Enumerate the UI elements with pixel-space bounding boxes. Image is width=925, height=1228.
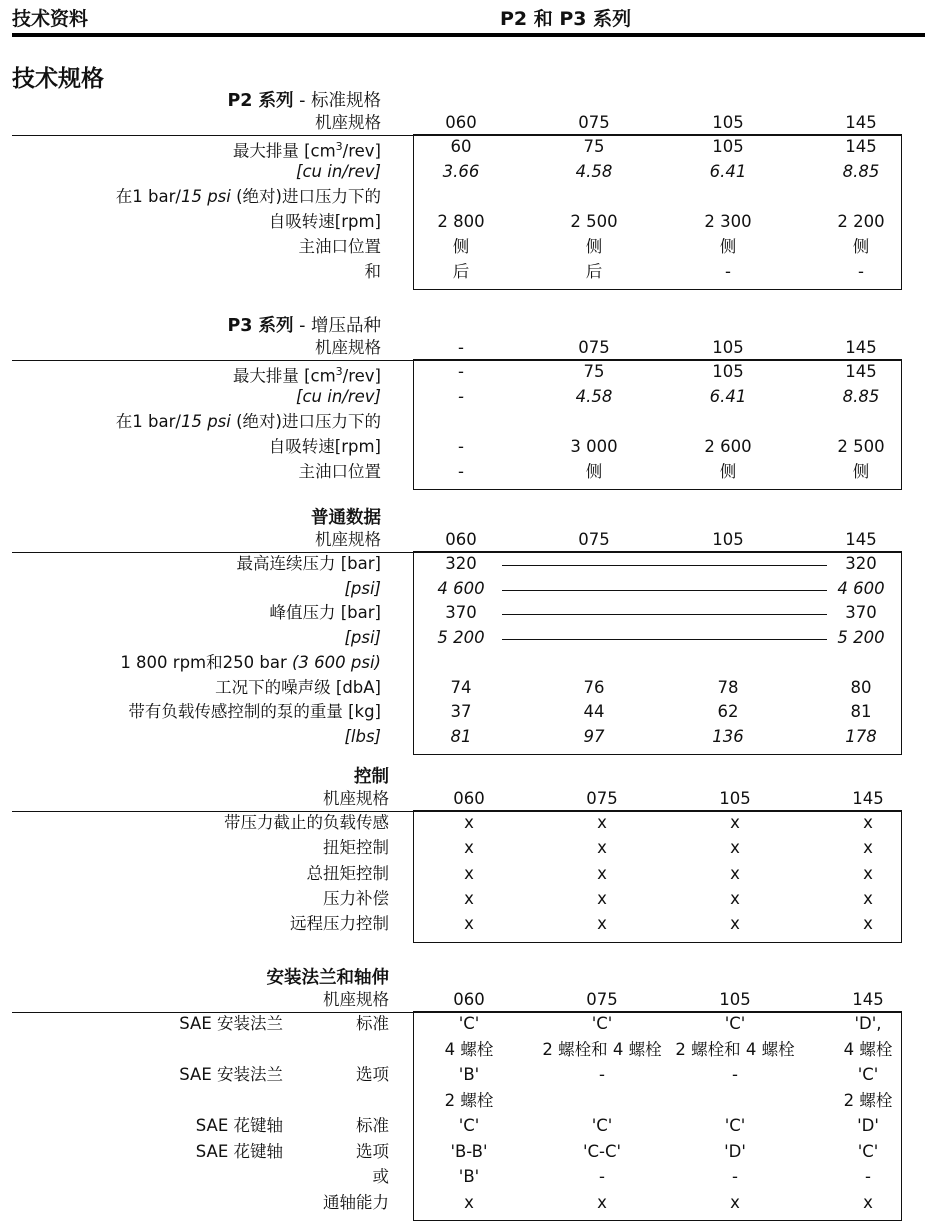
mounting-row-cell: 'C' <box>458 1116 480 1135</box>
general-range-line <box>502 565 827 566</box>
general-row-cell: 80 <box>850 677 872 697</box>
controls-row-cell: x <box>730 888 740 908</box>
mounting-row-cell: 'C' <box>591 1014 613 1033</box>
mounting-row-cell: x <box>730 1192 740 1212</box>
p2-row-label: 自吸转速[rpm] <box>268 212 381 231</box>
general-row-cell: 5 200 <box>437 628 485 648</box>
mounting-row-label: SAE 安装法兰 <box>179 1065 283 1084</box>
p2-row-cell: - <box>858 262 864 281</box>
p3-row-cell: 3 000 <box>570 437 618 456</box>
p2-row-cell: 侧 <box>719 237 737 256</box>
p3-row-label: 最大排量 $[cm^3/rev]$ <box>232 365 381 386</box>
mounting-row-cell: 'D' <box>857 1116 879 1135</box>
mounting-row-cell: 2 螺栓 <box>843 1090 893 1110</box>
header-rule <box>12 33 925 37</box>
general-row-cell: 5 200 <box>837 628 885 648</box>
p3-row-cell: - <box>458 437 464 456</box>
mounting-row-cell: 2 螺栓 <box>444 1090 494 1110</box>
mounting-row-sublabel: 标准 <box>356 1116 389 1135</box>
general-row-cell: 4 600 <box>437 578 485 598</box>
mounting-row-cell: 'C' <box>724 1014 746 1033</box>
controls-row-cell: x <box>730 838 740 858</box>
p3-frame-size-cell: 145 <box>845 338 877 357</box>
controls-row-cell: x <box>464 863 474 883</box>
general-frame-size-cell: 145 <box>845 530 877 549</box>
general-row-cell: 320 <box>445 554 477 573</box>
mounting-frame-size-cell: 105 <box>719 990 751 1009</box>
general-row-cell: 370 <box>845 603 877 623</box>
p2-row-cell: - <box>725 262 731 281</box>
p2-row-label: [cu in/rev] <box>296 162 381 181</box>
p2-row-cell: 2 800 <box>437 212 485 231</box>
mounting-row-cell: x <box>863 1192 873 1212</box>
general-row-cell: 370 <box>445 603 477 623</box>
p3-frame-size-cell: 105 <box>712 338 744 357</box>
mounting-row-cell: 'B-B' <box>450 1141 488 1161</box>
general-frame-size-cell: 060 <box>445 530 477 549</box>
controls-row-cell: x <box>597 863 607 883</box>
p3-row-label: 主油口位置 <box>298 462 381 481</box>
mounting-row-cell: - <box>732 1065 738 1084</box>
p2-row-cell: 105 <box>712 137 744 156</box>
general-range-line <box>502 614 827 615</box>
p3-frame-size-cell: 075 <box>578 338 610 357</box>
general-row-label: [lbs] <box>344 726 381 746</box>
general-frame-size-label: 机座规格 <box>315 530 381 549</box>
p2-frame-size-cell: 105 <box>712 113 744 132</box>
general-row-cell: 37 <box>450 702 472 722</box>
mounting-frame-size-cell: 145 <box>852 990 884 1009</box>
mounting-row-cell: - <box>865 1167 871 1186</box>
general-row-cell: 76 <box>583 677 605 697</box>
p2-row-cell: 后 <box>452 262 470 281</box>
mounting-row-sublabel: 标准 <box>356 1014 389 1033</box>
header-series: P2 和 P3 系列 <box>500 8 632 30</box>
p3-row-cell: 侧 <box>719 462 737 481</box>
p2-row-label: 主油口位置 <box>298 237 381 256</box>
general-row-label: 工况下的噪声级 [dbA] <box>215 677 381 697</box>
controls-row-label: 带压力截止的负载传感 <box>224 813 389 832</box>
controls-row-cell: x <box>730 863 740 883</box>
general-row-cell: 74 <box>450 677 472 697</box>
mounting-row-cell: 'B' <box>458 1167 480 1186</box>
mounting-row-sublabel: 通轴能力 <box>323 1192 389 1212</box>
general-row-cell: 81 <box>450 726 472 746</box>
p2-row-cell: 侧 <box>852 237 870 256</box>
mounting-row-cell: 'C-C' <box>582 1141 622 1161</box>
p2-row-cell: 侧 <box>452 237 470 256</box>
mounting-row-cell: 'B' <box>458 1065 480 1084</box>
p3-row-cell: - <box>458 462 464 481</box>
p3-row-cell: 145 <box>845 362 877 381</box>
p2-row-cell: 后 <box>585 262 603 281</box>
controls-row-cell: x <box>464 914 474 934</box>
mounting-row-cell: x <box>464 1192 474 1212</box>
general-row-cell: 136 <box>712 726 744 746</box>
controls-row-cell: x <box>464 838 474 858</box>
p3-row-cell: 105 <box>712 362 744 381</box>
p3-row-cell: 侧 <box>585 462 603 481</box>
controls-row-label: 扭矩控制 <box>323 838 389 858</box>
mounting-row-cell: 'D' <box>724 1141 746 1161</box>
general-row-cell: 44 <box>583 702 605 722</box>
controls-heading: 控制 <box>354 767 389 787</box>
mounting-row-cell: - <box>732 1167 738 1186</box>
mounting-row-cell: x <box>597 1192 607 1212</box>
controls-frame-size-cell: 145 <box>852 789 884 808</box>
p2-frame-size-cell: 145 <box>845 113 877 132</box>
p3-row-cell: 75 <box>583 362 605 381</box>
p2-row-cell: 60 <box>450 137 472 156</box>
mounting-row-cell: 'D', <box>854 1014 882 1033</box>
mounting-row-cell: 'C' <box>458 1014 480 1033</box>
controls-row-cell: x <box>597 813 607 832</box>
p2-row-cell: 4.58 <box>575 162 613 181</box>
page-title: 技术规格 <box>12 66 104 92</box>
mounting-row-sublabel: 选项 <box>356 1141 389 1161</box>
p3-row-cell: 8.85 <box>842 387 880 406</box>
mounting-frame-size-label: 机座规格 <box>323 990 389 1009</box>
p3-row-label: [cu in/rev] <box>296 387 381 406</box>
general-row-cell: 62 <box>717 702 739 722</box>
mounting-row-cell: 4 螺栓 <box>843 1039 893 1059</box>
mounting-row-cell: - <box>599 1167 605 1186</box>
p3-row-label: 自吸转速[rpm] <box>268 437 381 456</box>
controls-row-cell: x <box>597 914 607 934</box>
general-row-cell: 178 <box>845 726 877 746</box>
controls-row-cell: x <box>730 914 740 934</box>
p2-row-label: 在1 bar/15 psi (绝对)进口压力下的 <box>115 187 381 206</box>
controls-row-cell: x <box>863 888 873 908</box>
p3-row-cell: - <box>458 387 464 406</box>
mounting-row-cell: 'C' <box>591 1116 613 1135</box>
mounting-frame-size-cell: 075 <box>586 990 618 1009</box>
controls-row-cell: x <box>730 813 740 832</box>
mounting-row-cell: 'C' <box>724 1116 746 1135</box>
controls-row-cell: x <box>863 838 873 858</box>
general-row-cell: 320 <box>845 554 877 573</box>
general-frame-size-cell: 075 <box>578 530 610 549</box>
p3-row-cell: - <box>458 362 464 381</box>
p3-row-cell: 4.58 <box>575 387 613 406</box>
p2-heading: P2 系列 - 标准规格 <box>227 91 381 111</box>
p3-row-cell: 2 600 <box>704 437 752 456</box>
p2-row-cell: 2 300 <box>704 212 752 231</box>
p2-row-cell: 3.66 <box>442 162 480 181</box>
p2-row-label: 和 <box>364 262 381 281</box>
general-row-label: 最高连续压力 [bar] <box>236 554 381 573</box>
general-row-label: [psi] <box>344 578 381 598</box>
general-frame-size-cell: 105 <box>712 530 744 549</box>
p2-row-cell: 侧 <box>585 237 603 256</box>
p2-row-cell: 2 200 <box>837 212 885 231</box>
mounting-row-sublabel: 或 <box>372 1167 389 1186</box>
general-row-label: [psi] <box>344 628 381 648</box>
mounting-row-label: SAE 花键轴 <box>195 1116 283 1135</box>
mounting-heading: 安装法兰和轴伸 <box>266 968 389 988</box>
mounting-row-cell: - <box>599 1065 605 1084</box>
p3-row-label: 在1 bar/15 psi (绝对)进口压力下的 <box>115 412 381 431</box>
mounting-row-sublabel: 选项 <box>356 1065 389 1084</box>
p2-frame-size-cell: 075 <box>578 113 610 132</box>
controls-row-cell: x <box>863 914 873 934</box>
controls-row-cell: x <box>464 813 474 832</box>
mounting-row-cell: 2 螺栓和 4 螺栓 <box>675 1039 795 1059</box>
p3-row-cell: 2 500 <box>837 437 885 456</box>
general-row-label: 峰值压力 [bar] <box>269 603 381 623</box>
controls-frame-size-label: 机座规格 <box>323 789 389 808</box>
controls-row-label: 压力补偿 <box>323 888 389 908</box>
controls-row-cell: x <box>597 838 607 858</box>
controls-row-label: 总扭矩控制 <box>306 863 389 883</box>
controls-row-label: 远程压力控制 <box>290 914 389 934</box>
mounting-row-cell: 4 螺栓 <box>444 1039 494 1059</box>
controls-row-cell: x <box>597 888 607 908</box>
general-row-cell: 97 <box>583 726 605 746</box>
mounting-row-label: SAE 安装法兰 <box>179 1014 283 1033</box>
p3-row-cell: 侧 <box>852 462 870 481</box>
p2-row-cell: 2 500 <box>570 212 618 231</box>
general-row-cell: 78 <box>717 677 739 697</box>
p2-frame-size-label: 机座规格 <box>315 113 381 132</box>
mounting-row-label: SAE 花键轴 <box>195 1141 283 1161</box>
general-row-cell: 4 600 <box>837 578 885 598</box>
general-row-label: 1 800 rpm和250 bar (3 600 psi) <box>120 652 381 672</box>
controls-frame-size-cell: 105 <box>719 789 751 808</box>
p2-row-cell: 145 <box>845 137 877 156</box>
controls-row-cell: x <box>464 888 474 908</box>
general-range-line <box>502 590 827 591</box>
controls-frame-size-cell: 075 <box>586 789 618 808</box>
general-heading: 普通数据 <box>311 508 381 528</box>
mounting-row-cell: 'C' <box>857 1141 879 1161</box>
controls-frame-size-cell: 060 <box>453 789 485 808</box>
p3-frame-size-label: 机座规格 <box>315 338 381 357</box>
controls-row-cell: x <box>863 863 873 883</box>
p3-heading: P3 系列 - 增压品种 <box>227 316 381 336</box>
p2-row-cell: 8.85 <box>842 162 880 181</box>
controls-row-cell: x <box>863 813 873 832</box>
general-range-line <box>502 639 827 640</box>
mounting-row-cell: 'C' <box>857 1065 879 1084</box>
general-row-label: 带有负载传感控制的泵的重量 [kg] <box>128 702 381 722</box>
p2-row-cell: 75 <box>583 137 605 156</box>
mounting-frame-size-cell: 060 <box>453 990 485 1009</box>
p2-frame-size-cell: 060 <box>445 113 477 132</box>
p3-row-cell: 6.41 <box>709 387 747 406</box>
general-row-cell: 81 <box>850 702 872 722</box>
p2-row-label: 最大排量 $[cm^3/rev]$ <box>232 140 381 161</box>
mounting-row-cell: 2 螺栓和 4 螺栓 <box>542 1039 662 1059</box>
p2-row-cell: 6.41 <box>709 162 747 181</box>
p3-frame-size-cell: - <box>458 338 464 357</box>
header-doc-type: 技术资料 <box>12 8 89 30</box>
